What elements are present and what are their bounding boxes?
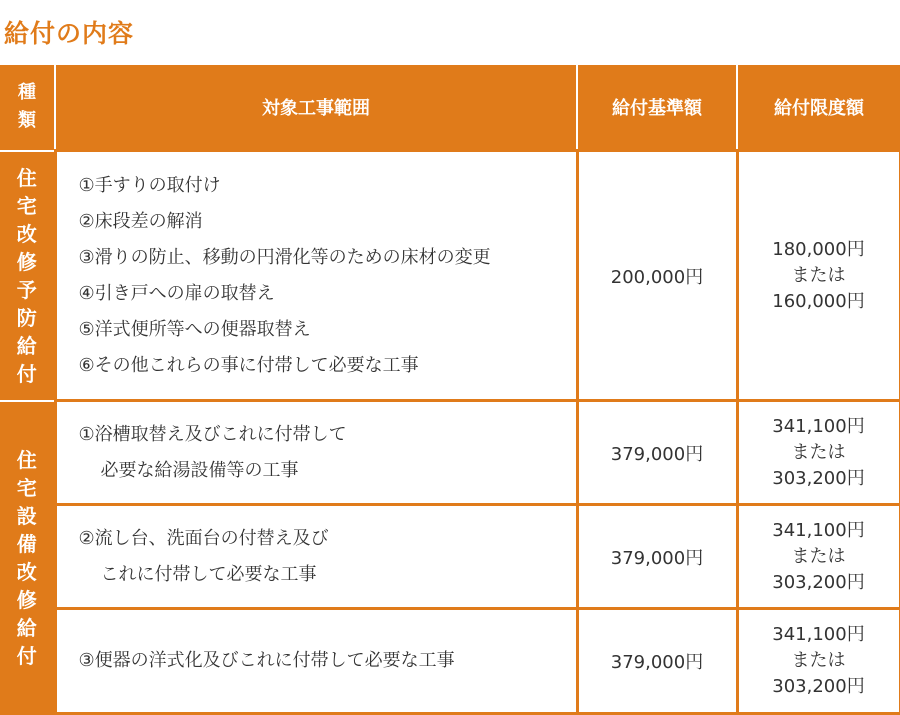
work-item: ③滑りの防止、移動の円滑化等のための床材の変更: [78, 246, 491, 268]
limit-amount-cell: 180,000円 または 160,000円: [737, 151, 900, 401]
base-amount-cell: 200,000円: [577, 151, 737, 401]
work-item: ⑤洋式便所等への便器取替え: [78, 318, 311, 340]
work-item: ①浴槽取替え及びこれに付帯して: [78, 423, 347, 445]
work-scope-cell: [55, 505, 577, 609]
header-scope: 対象工事範囲: [55, 65, 577, 151]
table-row: [0, 151, 900, 401]
kind-label-equipment: 住宅設備改修給付: [0, 401, 55, 714]
work-item: ③便器の洋式化及びこれに付帯して必要な工事: [78, 650, 455, 671]
limit-amount-cell: 341,100円 または 303,200円: [737, 609, 900, 714]
page-title: 給付の内容: [4, 19, 135, 48]
limit-amount-cell: 341,100円 または 303,200円: [737, 505, 900, 609]
header-base-amount: 給付基準額: [577, 65, 737, 151]
table-row: [0, 609, 900, 714]
base-amount-cell: 379,000円: [577, 609, 737, 714]
table-row: [0, 505, 900, 609]
work-scope-cell: [55, 151, 577, 401]
header-limit-amount: 給付限度額: [737, 65, 900, 151]
work-item: ①手すりの取付け: [78, 174, 221, 196]
table-row: [0, 401, 900, 505]
work-item: 必要な給湯設備等の工事: [100, 459, 299, 481]
work-item: これに付帯して必要な工事: [100, 563, 317, 585]
work-scope-cell: [55, 401, 577, 505]
table-header-row: [0, 65, 900, 151]
work-scope-cell: [55, 609, 577, 714]
kind-label-prevention: 住宅改修予防給付: [0, 151, 55, 401]
work-item: ②床段差の解消: [78, 210, 203, 232]
work-item: ④引き戸への扉の取替え: [78, 282, 275, 304]
limit-amount-cell: 341,100円 または 303,200円: [737, 401, 900, 505]
work-item: ⑥その他これらの事に付帯して必要な工事: [78, 354, 419, 376]
benefit-table: [0, 65, 900, 715]
work-item: ②流し台、洗面台の付替え及び: [78, 527, 329, 549]
base-amount-cell: 379,000円: [577, 505, 737, 609]
header-kind: 種類: [18, 82, 36, 132]
base-amount-cell: 379,000円: [577, 401, 737, 505]
